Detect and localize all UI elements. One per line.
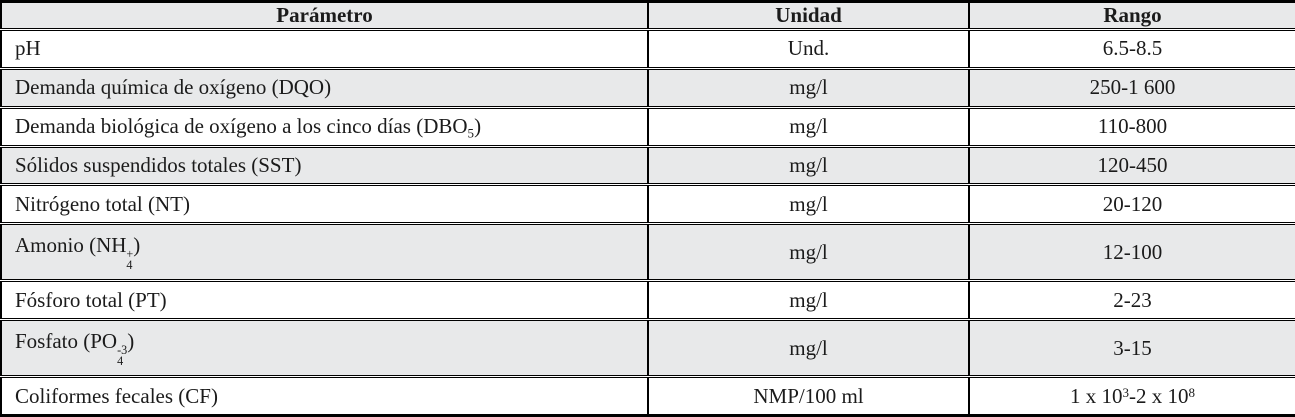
- column-header-parametro: Parámetro: [1, 2, 648, 30]
- table-row: [1, 68, 1295, 107]
- cell-parametro: Coliformes fecales (CF): [1, 377, 648, 416]
- cell-unidad: mg/l: [648, 68, 969, 107]
- table-row: [1, 320, 1295, 377]
- table-row: [1, 377, 1295, 416]
- cell-rango: 2-23: [969, 281, 1295, 320]
- table-row: [1, 146, 1295, 185]
- cell-rango: 20-120: [969, 185, 1295, 224]
- cell-parametro: Demanda química de oxígeno (DQO): [1, 68, 648, 107]
- cell-rango: 12-100: [969, 224, 1295, 281]
- table-row: [1, 224, 1295, 281]
- cell-parametro: Nitrógeno total (NT): [1, 185, 648, 224]
- cell-unidad: mg/l: [648, 281, 969, 320]
- cell-parametro: Fosfato (PO -3 4 ): [1, 320, 648, 377]
- cell-parametro: Demanda biológica de oxígeno a los cinco días $(DBO_5)$: [1, 107, 648, 146]
- cell-unidad: mg/l: [648, 146, 969, 185]
- table-body: [1, 30, 1295, 416]
- cell-unidad: mg/l: [648, 320, 969, 377]
- table-row: [1, 185, 1295, 224]
- cell-unidad: mg/l: [648, 185, 969, 224]
- cell-parametro: Fósforo total (PT): [1, 281, 648, 320]
- table-row: [1, 30, 1295, 69]
- cell-unidad: NMP/100 ml: [648, 377, 969, 416]
- cell-parametro: Sólidos suspendidos totales (SST): [1, 146, 648, 185]
- cell-rango: 1 x $10^3-2$ x $10^8$: [969, 377, 1295, 416]
- cell-parametro: pH: [1, 30, 648, 69]
- cell-rango: 110-800: [969, 107, 1295, 146]
- cell-rango: 3-15: [969, 320, 1295, 377]
- cell-rango: 120-450: [969, 146, 1295, 185]
- table-header-row: [1, 2, 1295, 30]
- column-header-rango: Rango: [969, 2, 1295, 30]
- cell-unidad: mg/l: [648, 224, 969, 281]
- cell-parametro: Amonio (NH + 4 ): [1, 224, 648, 281]
- table-row: [1, 107, 1295, 146]
- cell-rango: 250-1 600: [969, 68, 1295, 107]
- column-header-unidad: Unidad: [648, 2, 969, 30]
- cell-unidad: mg/l: [648, 107, 969, 146]
- table-row: [1, 281, 1295, 320]
- cell-rango: 6.5-8.5: [969, 30, 1295, 69]
- cell-unidad: Und.: [648, 30, 969, 69]
